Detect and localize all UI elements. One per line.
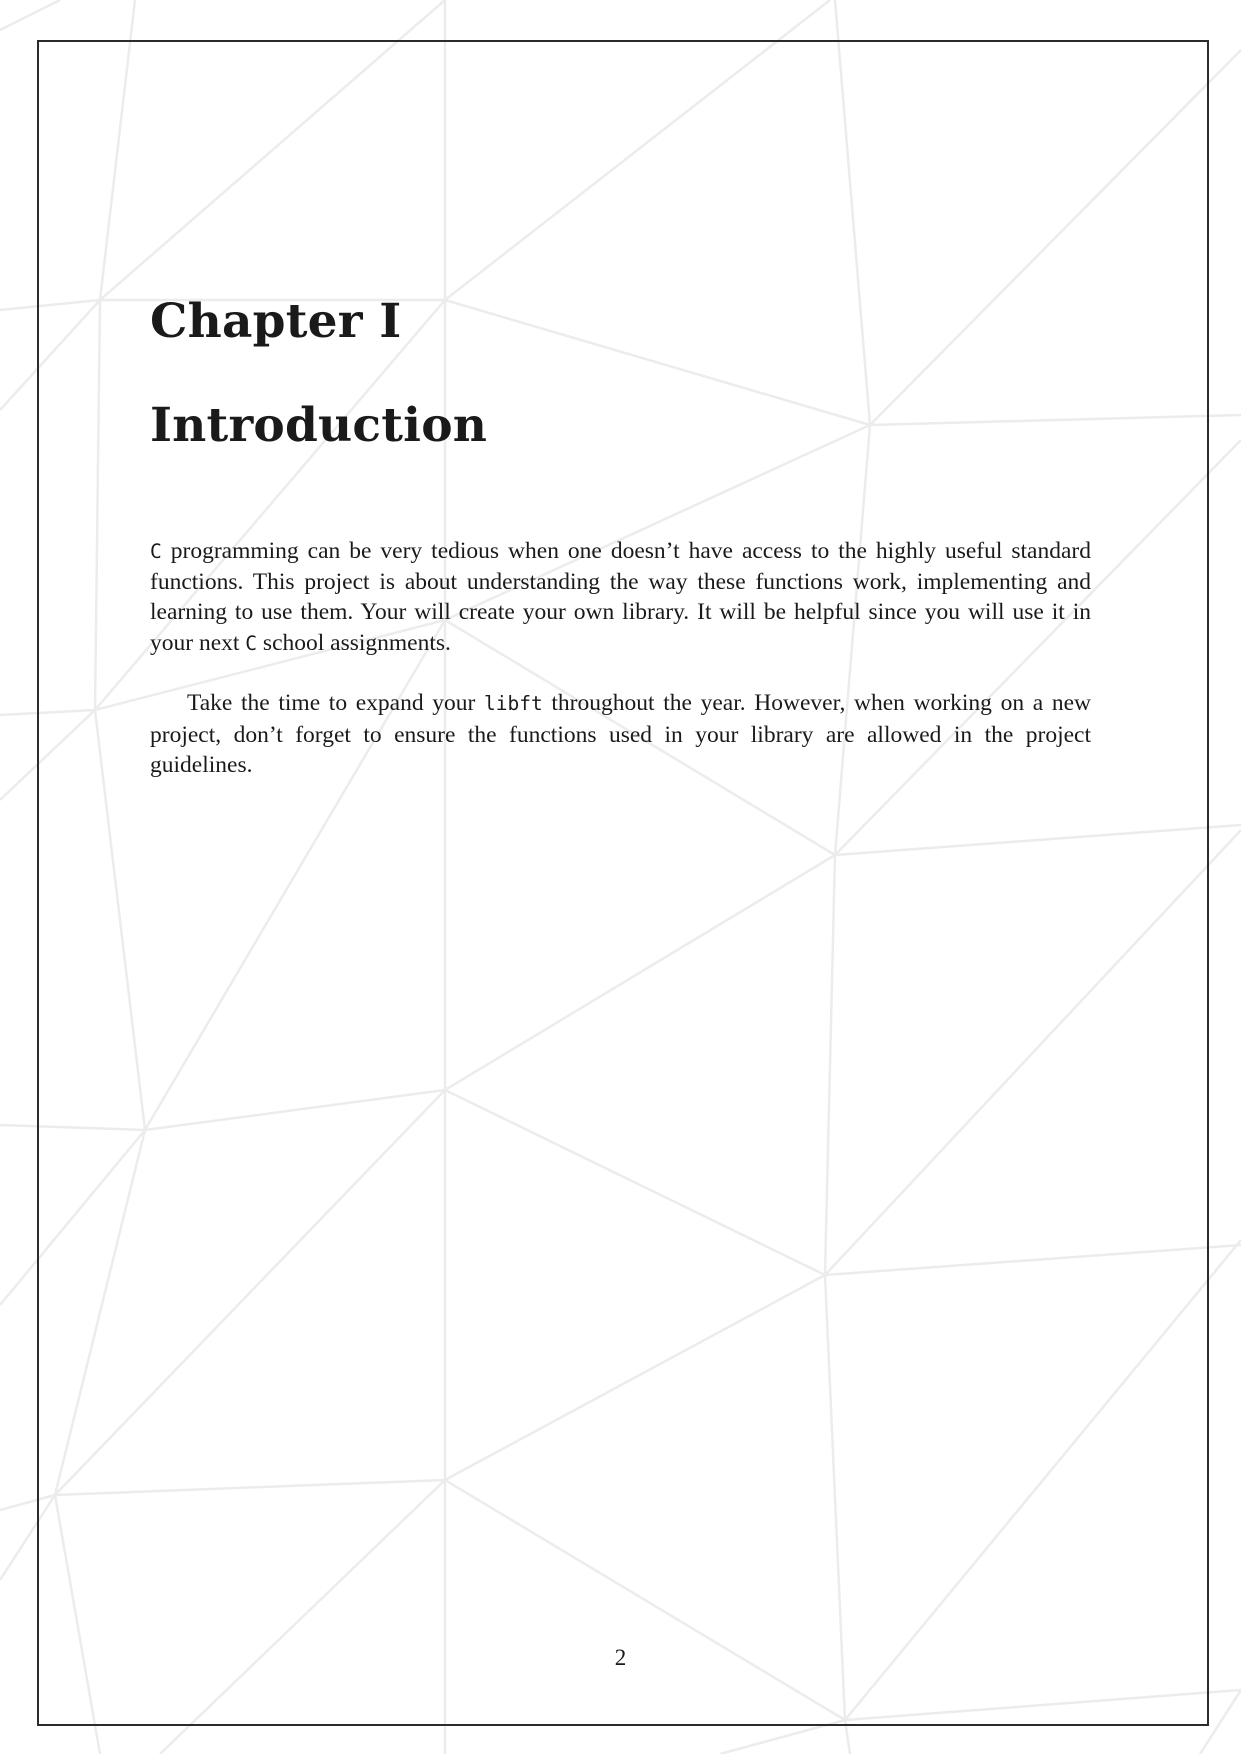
- code-span: C: [150, 540, 162, 563]
- paragraph: [150, 688, 1091, 780]
- page-border: [37, 40, 1209, 1726]
- page-number: 2: [614, 1645, 627, 1670]
- code-span: C: [245, 631, 258, 655]
- text-span: programming can be very tedious when one doesn’t have access to the highly useful standard functions. This project is about understanding the way these functions work, implementing and learning to use them. Your will create your own library. It will be helpful since you will use it in your next: [150, 538, 1091, 656]
- chapter-title: Introduction: [150, 398, 488, 453]
- text-span: throughout the year. However, when working on a new project, don’t forget to ensure the functions used in your library are allowed in the project guidelines.: [150, 690, 1091, 778]
- code-span: libft: [484, 692, 543, 716]
- paragraph: [150, 536, 1091, 659]
- body-text: [150, 536, 1091, 780]
- text-span: Take the time to expand your: [187, 690, 485, 717]
- text-span: school assignments.: [257, 629, 451, 656]
- chapter-number: Chapter I: [150, 294, 402, 349]
